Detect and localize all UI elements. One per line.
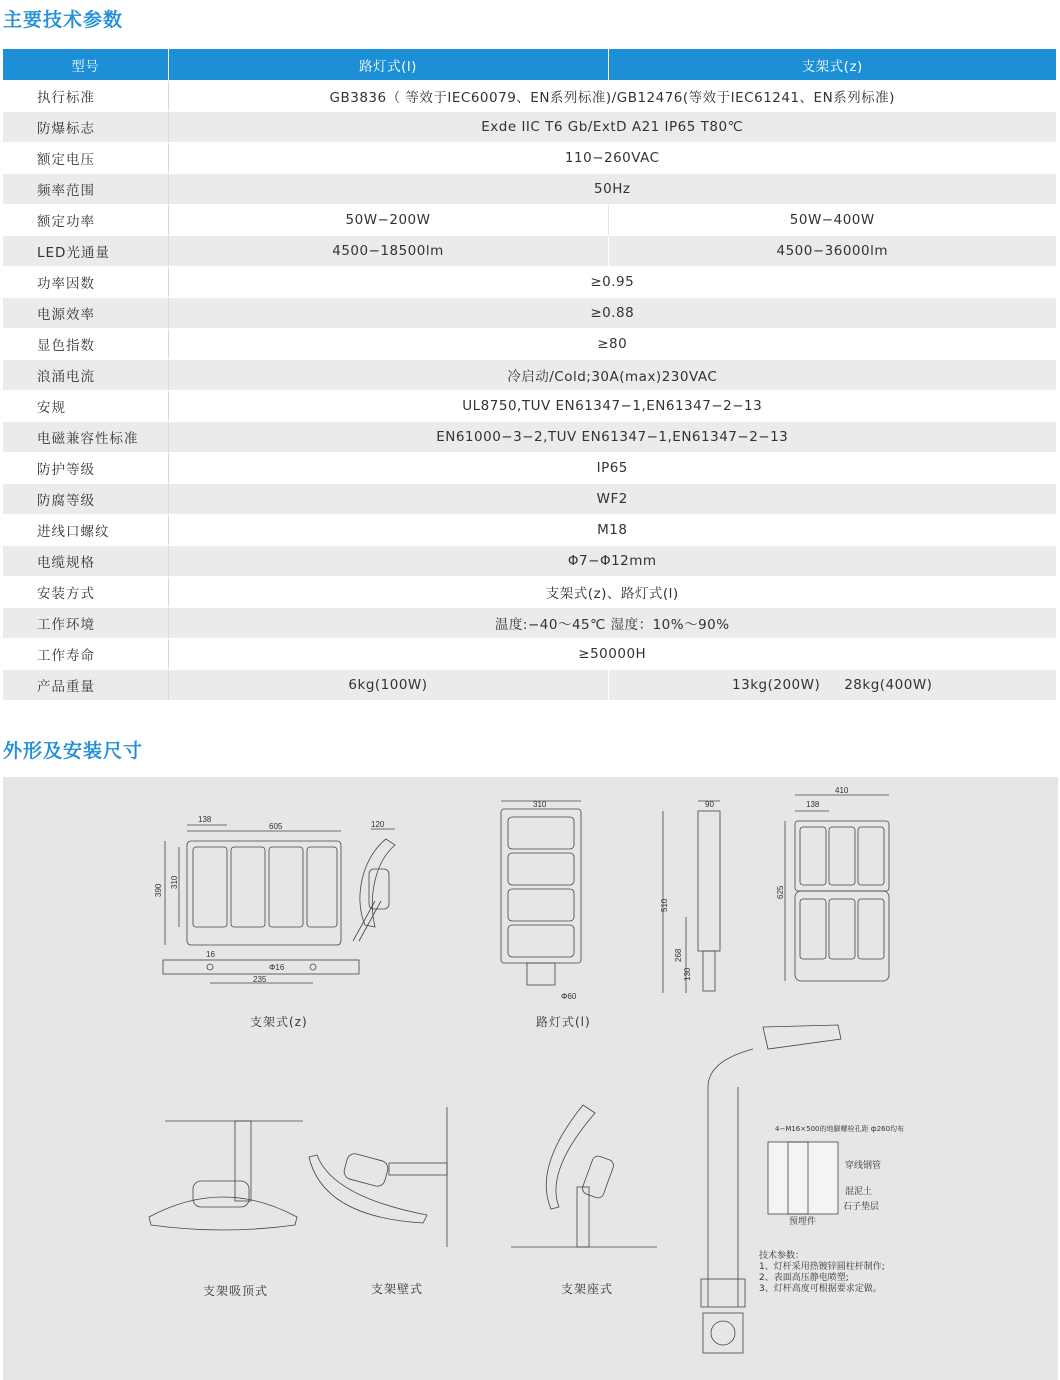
street-pole-drawing bbox=[701, 1025, 841, 1353]
pole-bolt-label: 4−M16×500的地脚螺栓孔距 ф260均布 bbox=[775, 1125, 905, 1133]
pole-note-1: 1、灯杆采用热镀锌圆柱杆制作; bbox=[759, 1262, 885, 1272]
spec-row-value-street: 4500−18500lm bbox=[168, 236, 608, 267]
spec-row-label: 显色指数 bbox=[3, 329, 168, 360]
spec-row-value: ≥0.88 bbox=[168, 298, 1056, 329]
spec-row-label: 电源效率 bbox=[3, 298, 168, 329]
dim-120-label: 120 bbox=[371, 820, 385, 829]
dim-310-label: 310 bbox=[170, 875, 179, 889]
spec-row-label: 工作环境 bbox=[3, 608, 168, 639]
dim-s510-label: 510 bbox=[660, 898, 669, 912]
spec-row-label: 电缆规格 bbox=[3, 546, 168, 577]
spec-row bbox=[3, 484, 1056, 515]
spec-row bbox=[3, 577, 1056, 608]
spec-row-value: IP65 bbox=[168, 453, 1056, 484]
spec-row-value: ≥0.95 bbox=[168, 267, 1056, 298]
pole-notes-title: 技术参数： bbox=[759, 1251, 805, 1261]
spec-row bbox=[3, 515, 1056, 546]
caption-ceiling-mount: 支架吸顶式 bbox=[203, 1284, 269, 1298]
dim-r410-label: 410 bbox=[835, 786, 849, 795]
dimension-drawings-panel bbox=[3, 777, 1058, 1380]
pole-concrete-label: 混泥土 bbox=[845, 1187, 873, 1197]
spec-row bbox=[3, 670, 1056, 701]
spec-table bbox=[3, 49, 1056, 701]
spec-row-label: 额定功率 bbox=[3, 205, 168, 236]
spec-row bbox=[3, 422, 1056, 453]
dim-s268-label: 268 bbox=[674, 948, 683, 962]
spec-row bbox=[3, 112, 1056, 143]
spec-row bbox=[3, 205, 1056, 236]
spec-row-value: Φ7−Φ12mm bbox=[168, 546, 1056, 577]
spec-row-value: Exde IIC T6 Gb/ExtD A21 IP65 T80℃ bbox=[168, 112, 1056, 143]
spec-row-value: UL8750,TUV EN61347−1,EN61347−2−13 bbox=[168, 391, 1056, 422]
spec-row bbox=[3, 639, 1056, 670]
spec-row bbox=[3, 546, 1056, 577]
spec-row bbox=[3, 391, 1056, 422]
spec-row-label: 执行标准 bbox=[3, 81, 168, 112]
spec-row-value: ≥50000H bbox=[168, 639, 1056, 670]
pole-embedded-label: 预埋件 bbox=[789, 1217, 817, 1227]
header-street-light: 路灯式(l) bbox=[168, 49, 608, 81]
dimension-drawings bbox=[3, 777, 1058, 1380]
spec-row-value-bracket: 50W−400W bbox=[608, 205, 1056, 236]
street-light-top-view bbox=[501, 801, 581, 985]
spec-row-value: 110−260VAC bbox=[168, 143, 1056, 174]
spec-table-header bbox=[3, 49, 1056, 81]
dim-r625-label: 625 bbox=[776, 885, 785, 899]
dim-138-label: 138 bbox=[198, 815, 212, 824]
spec-row-label: 安装方式 bbox=[3, 577, 168, 608]
large-light-front-view bbox=[785, 795, 889, 981]
spec-row bbox=[3, 608, 1056, 639]
section-title-specs: 主要技术参数 bbox=[3, 9, 124, 31]
dim-phi60-label: Φ60 bbox=[561, 992, 577, 1001]
spec-row-label: 产品重量 bbox=[3, 670, 168, 701]
dim-phi16-label: Φ16 bbox=[269, 963, 285, 972]
spec-row-label: 电磁兼容性标准 bbox=[3, 422, 168, 453]
spec-row-value: 温度:−40～45℃ 湿度：10%～90% bbox=[168, 608, 1056, 639]
dim-s90-label: 90 bbox=[705, 800, 714, 809]
spec-row bbox=[3, 174, 1056, 205]
dim-r138-label: 138 bbox=[806, 800, 820, 809]
pole-note-2: 2、表面高压静电喷塑; bbox=[759, 1273, 849, 1283]
pole-pipe-label: 穿线钢管 bbox=[845, 1161, 882, 1171]
spec-row-value: 50Hz bbox=[168, 174, 1056, 205]
spec-row-value: 冷启动/Cold;30A(max)230VAC bbox=[168, 360, 1056, 391]
dim-235-label: 235 bbox=[253, 975, 267, 984]
spec-row-label: 安规 bbox=[3, 391, 168, 422]
header-model: 型号 bbox=[3, 49, 168, 81]
spec-row-label: 频率范围 bbox=[3, 174, 168, 205]
spec-row-value-bracket: 13kg(200W) 28kg(400W) bbox=[608, 670, 1056, 701]
spec-row bbox=[3, 236, 1056, 267]
spec-row-value: ≥80 bbox=[168, 329, 1056, 360]
spec-row bbox=[3, 81, 1056, 112]
caption-street-type: 路灯式(l) bbox=[536, 1015, 591, 1029]
spec-row-label: 工作寿命 bbox=[3, 639, 168, 670]
spec-row-label: LED光通量 bbox=[3, 236, 168, 267]
spec-row-value: EN61000−3−2,TUV EN61347−1,EN61347−2−13 bbox=[168, 422, 1056, 453]
spec-row bbox=[3, 298, 1056, 329]
street-light-side-view bbox=[663, 801, 720, 993]
pole-note-3: 3、灯杆高度可根据要求定做。 bbox=[759, 1284, 882, 1294]
spec-row-label: 防护等级 bbox=[3, 453, 168, 484]
spec-row-label: 防腐等级 bbox=[3, 484, 168, 515]
dim-390-label: 390 bbox=[154, 883, 163, 897]
ceiling-mount-drawing bbox=[149, 1121, 303, 1230]
spec-row-value-street: 50W−200W bbox=[168, 205, 608, 236]
caption-wall-mount: 支架壁式 bbox=[371, 1282, 424, 1296]
spec-row-label: 进线口螺纹 bbox=[3, 515, 168, 546]
caption-bracket-type: 支架式(z) bbox=[250, 1015, 308, 1029]
dim-s130-label: 130 bbox=[683, 967, 692, 981]
spec-row bbox=[3, 453, 1056, 484]
dim-605-label: 605 bbox=[269, 822, 283, 831]
header-bracket: 支架式(z) bbox=[608, 49, 1056, 81]
spec-row-label: 额定电压 bbox=[3, 143, 168, 174]
spec-row-label: 防爆标志 bbox=[3, 112, 168, 143]
spec-row bbox=[3, 267, 1056, 298]
dim-s310-label: 310 bbox=[533, 800, 547, 809]
bracket-side-view bbox=[353, 829, 395, 941]
spec-row-value-bracket: 4500−36000lm bbox=[608, 236, 1056, 267]
pole-gravel-label: 石子垫层 bbox=[843, 1202, 880, 1212]
spec-row bbox=[3, 143, 1056, 174]
spec-row-value: WF2 bbox=[168, 484, 1056, 515]
wall-mount-drawing bbox=[309, 1107, 447, 1247]
spec-row-value-street: 6kg(100W) bbox=[168, 670, 608, 701]
spec-row-label: 功率因数 bbox=[3, 267, 168, 298]
bracket-front-view bbox=[165, 825, 341, 945]
spec-row-label: 浪涌电流 bbox=[3, 360, 168, 391]
floor-mount-drawing bbox=[511, 1105, 657, 1247]
spec-row bbox=[3, 329, 1056, 360]
spec-row-value: GB3836（ 等效于IEC60079、EN系列标准)/GB12476(等效于IEC61241、EN系列标准) bbox=[168, 81, 1056, 112]
spec-row bbox=[3, 360, 1056, 391]
spec-row-value: 支架式(z)、路灯式(l) bbox=[168, 577, 1056, 608]
section-title-dimensions: 外形及安装尺寸 bbox=[3, 740, 144, 762]
dim-16-label: 16 bbox=[206, 950, 215, 959]
spec-row-value: M18 bbox=[168, 515, 1056, 546]
caption-floor-mount: 支架座式 bbox=[561, 1282, 614, 1296]
